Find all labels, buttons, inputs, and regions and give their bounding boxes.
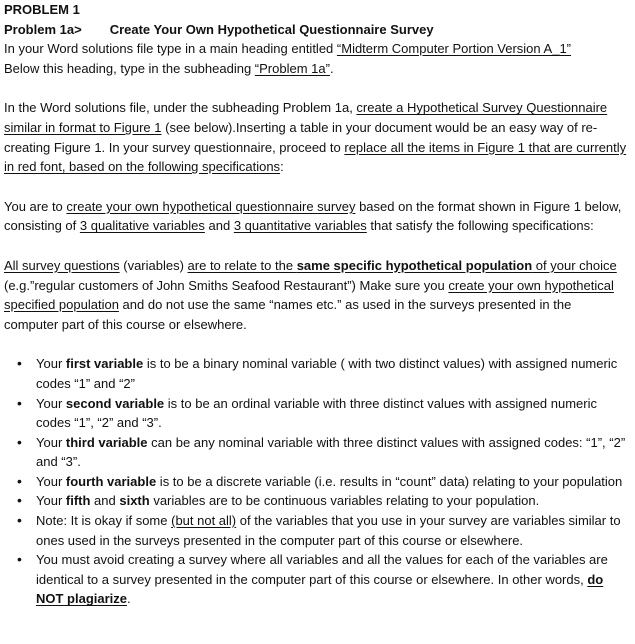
bold-text: first variable: [65, 356, 144, 372]
text: You are to: [4, 198, 67, 214]
paragraph-2: [4, 98, 629, 176]
text: and: [204, 218, 234, 234]
text: Note: It is okay if some: [36, 513, 172, 529]
text: In the Word solutions file, under the subheading Problem 1a,: [4, 100, 357, 116]
text: Your: [36, 493, 66, 509]
text: variables are to be continuous variables relating to your population.: [149, 493, 540, 509]
text: is to be an ordinal variable with three distinct values with assigned numeric codes “1”, “2” and “3”.: [36, 395, 598, 431]
bold-text: second variable: [65, 395, 165, 411]
underlined-text: All survey questions: [4, 257, 120, 273]
text: Your: [36, 473, 66, 489]
underlined-text: “Midterm Computer Portion Version A_1”: [336, 41, 572, 57]
text: In your Word solutions file type in a main heading entitled: [4, 41, 337, 57]
text: based on the format shown in Figure 1 below, consisting of: [4, 198, 622, 234]
text: Your: [36, 395, 66, 411]
bold-text: do NOT plagiarize: [36, 571, 604, 607]
problem-number: Problem 1a>: [4, 21, 82, 37]
list-item: [36, 394, 629, 433]
text: .: [329, 60, 334, 76]
list-item: [36, 491, 629, 511]
text: are to relate to the: [187, 257, 294, 273]
text: Your: [36, 356, 66, 372]
underlined-text: [188, 258, 617, 273]
underlined-text: replace all the items in Figure 1 that are currently in red font, based on the following specifications: [4, 139, 627, 175]
text: (see below).Inserting a table in your document would be an easy way of re-creating Figure 1. In your survey questionnaire, proceed to: [4, 119, 598, 155]
bold-text: fifth: [65, 493, 91, 509]
text: is to be a binary nominal variable ( with two distinct values) with assigned numeric codes “1” and “2”: [36, 356, 618, 391]
text: is to be a discrete variable (i.e. results in “count” data) relating to your population: [156, 473, 623, 489]
underlined-text: create your own hypothetical specified population: [4, 277, 614, 313]
paragraph-1: [4, 39, 629, 78]
list-item: [36, 511, 629, 550]
list-item: [36, 550, 629, 609]
bold-text: sixth: [119, 493, 150, 509]
underlined-text: 3 qualitative variables: [79, 218, 205, 234]
text: .: [127, 591, 131, 607]
text: and: [90, 493, 120, 509]
text: (variables): [119, 257, 188, 273]
list-item: [36, 472, 629, 492]
text: of the variables that you use in your survey are variables similar to ones used in the surveys presented in the computer part of this course or elsewhere.: [36, 513, 621, 548]
text: :: [280, 159, 284, 175]
bold-text: same specific hypothetical population: [296, 257, 533, 273]
underlined-text: (but not all): [171, 513, 237, 529]
underlined-text: 3 quantitative variables: [233, 218, 367, 234]
text: You must avoid creating a survey where all variables and all the values for each of the variables are identical to a survey presented in the computer part of this course or elsewhere. In other words,: [36, 552, 608, 587]
text: Your: [36, 434, 66, 450]
text: of your choice: [532, 257, 617, 273]
list-item: [36, 433, 629, 472]
underlined-text: create a Hypothetical Survey Questionnaire similar in format to Figure 1: [4, 100, 608, 135]
text: (e.g.”regular customers of John Smiths Seafood Restaurant”) Make sure you: [4, 277, 449, 293]
list-item: [36, 354, 629, 393]
underlined-text: create your own hypothetical questionnaire survey: [66, 198, 356, 214]
underlined-text: “Problem 1a”: [254, 60, 330, 76]
bold-text: third variable: [65, 434, 148, 450]
specification-list: [4, 354, 629, 609]
paragraph-3: [4, 197, 629, 236]
paragraph-4: [4, 256, 629, 334]
bold-text: fourth variable: [65, 473, 157, 489]
text: can be any nominal variable with three distinct values with assigned codes: “1”, “2” and “3”.: [36, 434, 626, 470]
problem-heading: PROBLEM 1: [4, 2, 80, 17]
text: and do not use the same “names etc.” as used in the surveys presented in the computer part of this course or elsewhere.: [4, 297, 572, 332]
subheading: [4, 20, 629, 40]
text: that satisfy the following specifications:: [366, 218, 594, 234]
text: Below this heading, type in the subheading: [4, 60, 255, 76]
problem-title: Create Your Own Hypothetical Questionnaire Survey: [109, 21, 434, 37]
